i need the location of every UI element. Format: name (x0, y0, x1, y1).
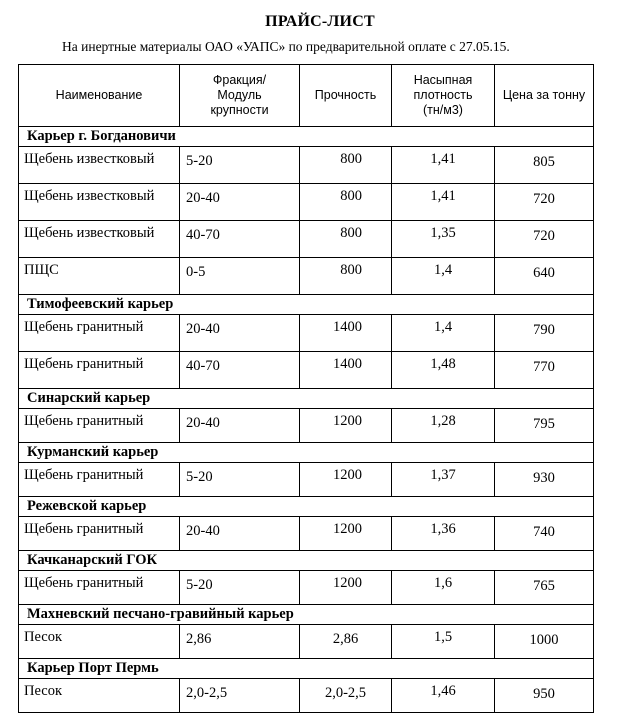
cell-price: 795 (495, 409, 594, 443)
cell-name: Песок (19, 679, 180, 713)
cell-name: Щебень известковый (19, 221, 180, 258)
cell-strength: 1200 (300, 517, 392, 551)
cell-name: Щебень известковый (19, 184, 180, 221)
cell-name: Щебень гранитный (19, 409, 180, 443)
cell-strength: 1400 (300, 315, 392, 352)
cell-name: Щебень гранитный (19, 517, 180, 551)
section-title: Качканарский ГОК (19, 551, 594, 571)
cell-strength: 2,0-2,5 (300, 679, 392, 713)
section-title: Карьер г. Богдановичи (19, 127, 594, 147)
cell-fraction: 5-20 (180, 463, 300, 497)
cell-density: 1,48 (392, 352, 495, 389)
section-title: Карьер Порт Пермь (19, 659, 594, 679)
cell-fraction: 5-20 (180, 571, 300, 605)
cell-name: ПЩС (19, 258, 180, 295)
cell-density: 1,41 (392, 184, 495, 221)
cell-name: Щебень гранитный (19, 315, 180, 352)
cell-price: 720 (495, 184, 594, 221)
cell-density: 1,28 (392, 409, 495, 443)
cell-price: 740 (495, 517, 594, 551)
cell-price: 1000 (495, 625, 594, 659)
table-row (19, 517, 594, 551)
cell-strength: 800 (300, 147, 392, 184)
table-row (19, 625, 594, 659)
header-price: Цена за тонну (495, 65, 594, 127)
cell-strength: 1400 (300, 352, 392, 389)
header-strength: Прочность (300, 65, 392, 127)
cell-density: 1,46 (392, 679, 495, 713)
section-header-row (19, 295, 594, 315)
section-title: Махневский песчано-гравийный карьер (19, 605, 594, 625)
cell-strength: 800 (300, 221, 392, 258)
section-title: Тимофеевский карьер (19, 295, 594, 315)
section-header-row (19, 127, 594, 147)
cell-fraction: 20-40 (180, 409, 300, 443)
cell-density: 1,41 (392, 147, 495, 184)
table-header-row (19, 65, 594, 127)
cell-density: 1,36 (392, 517, 495, 551)
header-fraction: Фракция/ Модуль крупности (180, 65, 300, 127)
section-header-row (19, 497, 594, 517)
section-title: Курманский карьер (19, 443, 594, 463)
cell-price: 765 (495, 571, 594, 605)
cell-strength: 1200 (300, 571, 392, 605)
cell-fraction: 20-40 (180, 184, 300, 221)
table-row (19, 409, 594, 443)
section-title: Синарский карьер (19, 389, 594, 409)
cell-strength: 800 (300, 258, 392, 295)
section-header-row (19, 389, 594, 409)
cell-fraction: 20-40 (180, 517, 300, 551)
header-density: Насыпная плотность (тн/м3) (392, 65, 495, 127)
table-row (19, 463, 594, 497)
section-title: Режевской карьер (19, 497, 594, 517)
table-row (19, 258, 594, 295)
cell-density: 1,4 (392, 315, 495, 352)
table-row (19, 571, 594, 605)
table-row (19, 679, 594, 713)
cell-price: 930 (495, 463, 594, 497)
price-table (18, 64, 594, 713)
table-row (19, 221, 594, 258)
cell-fraction: 20-40 (180, 315, 300, 352)
cell-price: 790 (495, 315, 594, 352)
cell-density: 1,5 (392, 625, 495, 659)
cell-fraction: 5-20 (180, 147, 300, 184)
cell-price: 805 (495, 147, 594, 184)
cell-fraction: 0-5 (180, 258, 300, 295)
cell-fraction: 40-70 (180, 352, 300, 389)
section-header-row (19, 659, 594, 679)
table-row (19, 184, 594, 221)
cell-price: 770 (495, 352, 594, 389)
header-name: Наименование (19, 65, 180, 127)
cell-fraction: 40-70 (180, 221, 300, 258)
cell-strength: 2,86 (300, 625, 392, 659)
table-row (19, 147, 594, 184)
cell-strength: 1200 (300, 463, 392, 497)
section-header-row (19, 605, 594, 625)
cell-name: Песок (19, 625, 180, 659)
cell-density: 1,6 (392, 571, 495, 605)
cell-fraction: 2,86 (180, 625, 300, 659)
table-row (19, 352, 594, 389)
cell-name: Щебень гранитный (19, 352, 180, 389)
cell-name: Щебень гранитный (19, 571, 180, 605)
cell-fraction: 2,0-2,5 (180, 679, 300, 713)
cell-strength: 800 (300, 184, 392, 221)
table-row (19, 315, 594, 352)
cell-strength: 1200 (300, 409, 392, 443)
cell-density: 1,37 (392, 463, 495, 497)
cell-density: 1,35 (392, 221, 495, 258)
cell-density: 1,4 (392, 258, 495, 295)
cell-price: 720 (495, 221, 594, 258)
section-header-row (19, 551, 594, 571)
page-title: ПРАЙС-ЛИСТ (265, 13, 375, 30)
section-header-row (19, 443, 594, 463)
cell-price: 950 (495, 679, 594, 713)
cell-price: 640 (495, 258, 594, 295)
cell-name: Щебень известковый (19, 147, 180, 184)
page-subtitle: На инертные материалы ОАО «УАПС» по предварительной оплате с 27.05.15. (62, 39, 510, 54)
cell-name: Щебень гранитный (19, 463, 180, 497)
